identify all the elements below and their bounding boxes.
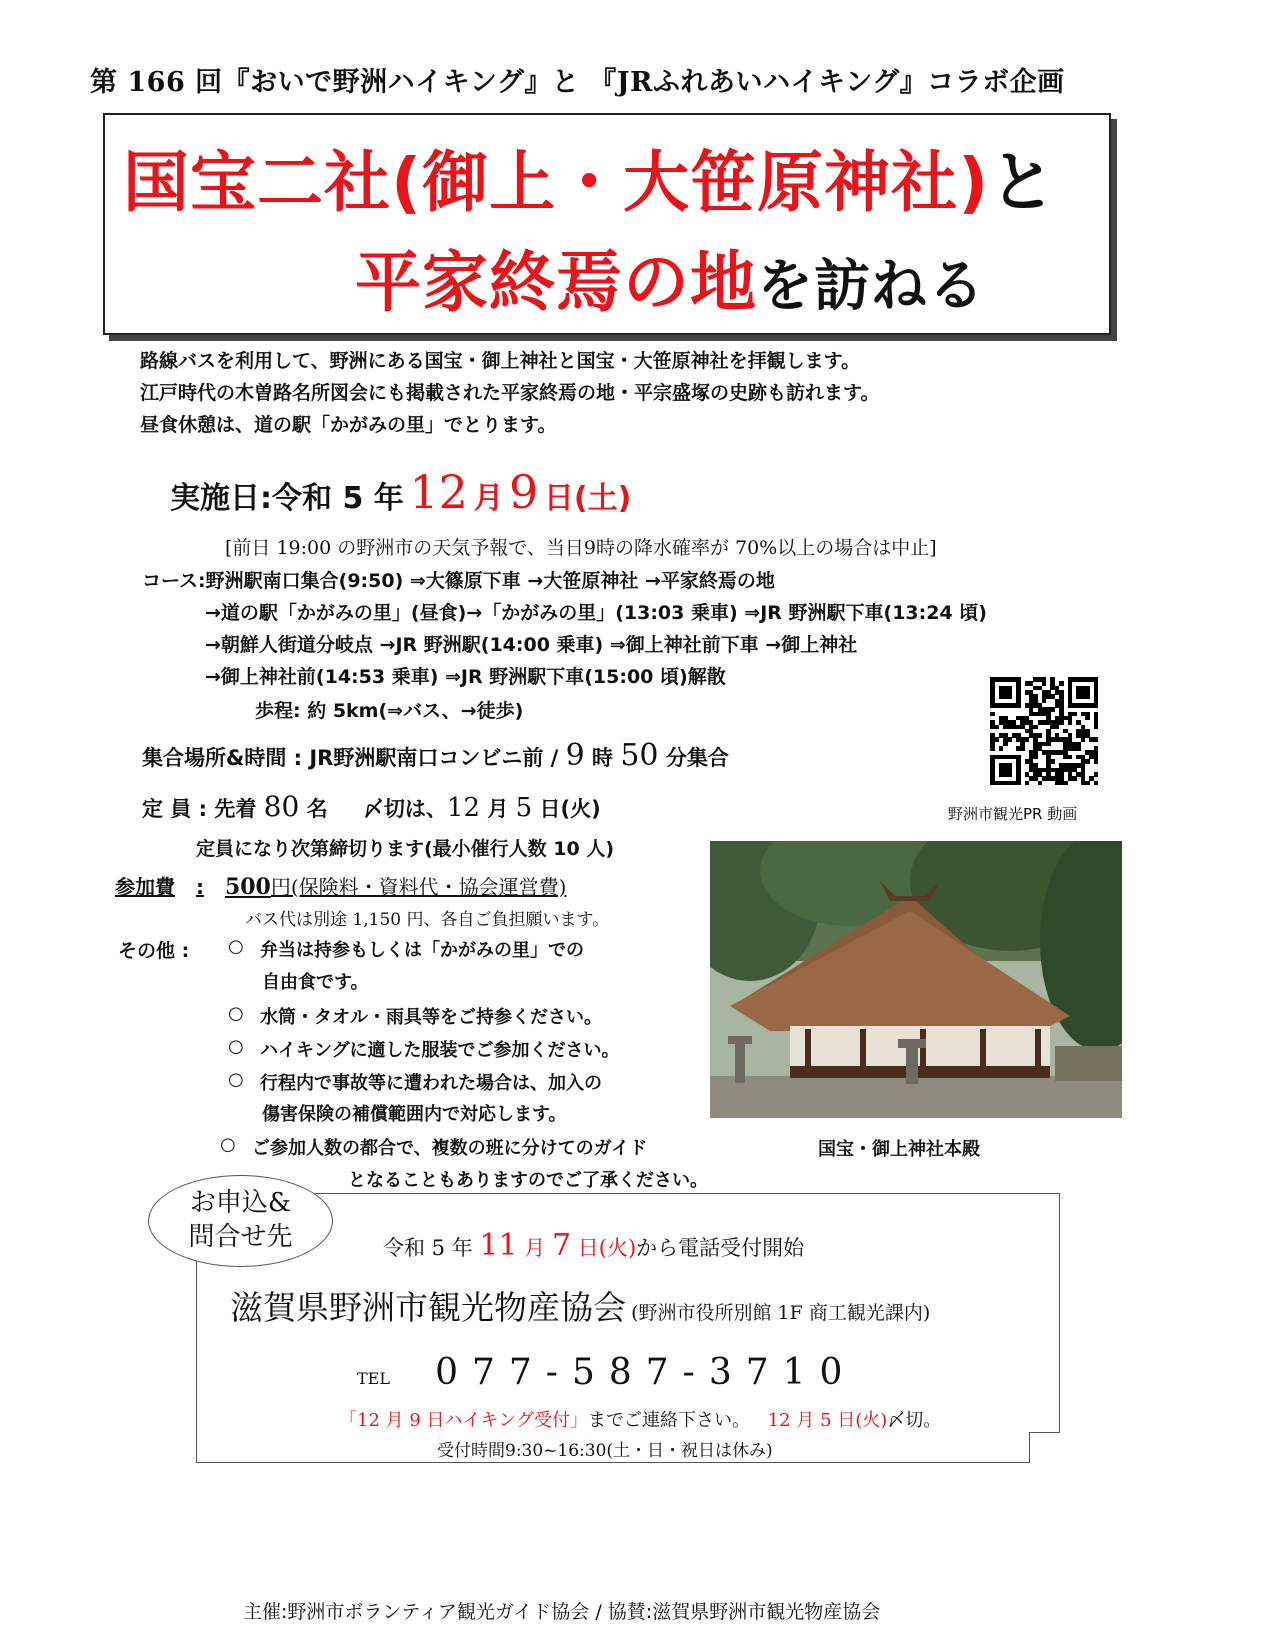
qr-module (1085, 694, 1090, 699)
course-line: →朝鮮人街道分岐点 →JR 野洲駅(14:00 乗車) ⇒御上神社前下車 →御上神社 (205, 634, 858, 656)
event-date-month-unit: 月 (473, 481, 504, 516)
other-item-text: 弁当は持参もしくは「かがみの里」での (260, 940, 584, 961)
event-date (170, 465, 631, 519)
fee-amount: 500 (224, 874, 271, 900)
intro-line: 江戸時代の木曽路名所図会にも掲載された平家終焉の地・平宗盛塚の史跡も訪れます。 (140, 382, 880, 404)
note-black-1: までご連絡下さい。 (587, 1410, 750, 1431)
course-line: →御上神社前(14:53 乗車) ⇒JR 野洲駅下車(15:00 頃)解散 (205, 666, 726, 688)
shrine-photo (710, 841, 1122, 1118)
qr-module (1081, 737, 1086, 742)
other-item-text: ハイキングに適した服装でご参加ください。 (260, 1040, 620, 1061)
other-bullet: ○ (220, 1134, 236, 1155)
qr-module (1042, 699, 1047, 704)
event-date-label: 実施日:令和 5 年 (170, 481, 404, 516)
qr-module (1007, 737, 1012, 742)
qr-module (1072, 776, 1077, 781)
phone-start-tail: から電話受付開始 (636, 1236, 805, 1260)
meeting-info (142, 738, 729, 773)
qr-module (1059, 720, 1064, 725)
meeting-minute: 50 (620, 738, 659, 773)
course-distance: 歩程: 約 5km(⇒バス、→徒歩) (255, 700, 524, 722)
phone-start-month: 11 (479, 1228, 518, 1263)
contact-badge (148, 1175, 333, 1267)
qr-module (990, 712, 995, 717)
qr-module (1007, 772, 1012, 777)
qr-module (1033, 725, 1038, 730)
capacity-unit: 名 (306, 797, 328, 821)
meeting-hour: 9 (565, 738, 585, 773)
other-bullet: ○ (228, 936, 244, 957)
phone-start-line (383, 1228, 804, 1263)
qr-module (1094, 737, 1099, 742)
deadline-day: 5 (515, 793, 533, 823)
other-item-text: 行程内で事故等に遭われた場合は、加入の (260, 1073, 602, 1094)
collab-title: 第 166 回『おいで野洲ハイキング』と 『JRふれあいハイキング』コラボ企画 (90, 67, 1065, 98)
other-bullet: ○ (228, 1069, 244, 1090)
qr-module (999, 746, 1004, 751)
intro-line: 昼食休憩は、道の駅「かがみの里」でとります。 (140, 414, 557, 436)
qr-module (1094, 703, 1099, 708)
headline-line-1 (123, 129, 1056, 224)
qr-code[interactable] (990, 677, 1098, 785)
headline-line-2-red: 平家終焉の地 (355, 244, 757, 321)
qr-module (1055, 725, 1060, 730)
headline-box (103, 113, 1111, 335)
qr-module (1085, 716, 1090, 721)
deadline-day-unit: 日(火) (539, 797, 601, 821)
headline-line-1-red: 国宝二社(御上・大笹原神社) (123, 144, 990, 221)
tel-label: TEL (357, 1369, 390, 1388)
capacity-number: 80 (263, 790, 300, 823)
badge-line-2: 問合せ先 (188, 1222, 293, 1252)
phone-start-suffix: 日(火) (577, 1236, 637, 1260)
telephone[interactable] (357, 1352, 856, 1393)
meeting-hour-unit: 時 (592, 746, 614, 770)
fee-detail: 円(保険料・資料代・協会運営費) (270, 875, 567, 899)
qr-module (1072, 712, 1077, 717)
note-black-2: 〆切。 (887, 1410, 942, 1431)
qr-module (1025, 781, 1030, 786)
meeting-label: 集合場所&時間 : JR野洲駅南口コンビニ前 / (142, 746, 559, 770)
organizer (230, 1282, 930, 1329)
qr-module (1085, 759, 1090, 764)
photo-caption: 国宝・御上神社本殿 (818, 1139, 980, 1160)
capacity-note: 定員になり次第締切ります(最小催行人数 10 人) (196, 838, 615, 860)
other-item-text: 傷害保険の補償範囲内で対応します。 (262, 1104, 567, 1125)
qr-module (1094, 759, 1099, 764)
other-item-text: 水筒・タオル・雨具等をご持参ください。 (260, 1007, 602, 1028)
headline-line-1-black: と (989, 144, 1057, 221)
event-date-month: 12 (409, 465, 468, 519)
qr-module (1063, 781, 1068, 786)
headline-line-2 (355, 229, 985, 324)
deadline-label: 〆切は、 (362, 797, 447, 821)
other-item-text: となることもありますのでご了承ください。 (348, 1170, 708, 1191)
capacity-info (142, 790, 601, 823)
qr-module (1050, 759, 1055, 764)
capacity-label: 定 員 : 先着 (142, 797, 257, 821)
phone-start-prefix: 令和 5 年 (383, 1236, 473, 1260)
qr-module (1003, 742, 1008, 747)
qr-module (1094, 725, 1099, 730)
qr-module (1033, 755, 1038, 760)
note-red-1: 「12 月 9 日ハイキング受付」 (339, 1410, 588, 1431)
qr-module (1038, 781, 1043, 786)
qr-module (1020, 746, 1025, 751)
bus-fare-note: バス代は別途 1,150 円、各自ご負担願います。 (245, 910, 610, 930)
fee-separator: : (195, 875, 204, 899)
note-red-2: 12 月 5 日(火) (767, 1410, 888, 1431)
other-bullet: ○ (228, 1003, 244, 1024)
application-note (339, 1406, 941, 1432)
fee-label: 参加費 (115, 875, 175, 899)
org-name: 滋賀県野洲市観光物産協会 (230, 1288, 626, 1327)
deadline-month-unit: 月 (487, 797, 509, 821)
footer-sponsors: 主催:野洲市ボランティア観光ガイド協会 / 協賛:滋賀県野洲市観光物産協会 (243, 1601, 881, 1623)
org-note: (野洲市役所別館 1F 商工観光課内) (631, 1302, 931, 1324)
reception-hours: 受付時間9:30~16:30(土・日・祝日は休み) (437, 1441, 773, 1461)
page-fold-corner (1029, 1432, 1060, 1463)
qr-module (1016, 703, 1021, 708)
qr-module (990, 746, 995, 751)
course-line: →道の駅「かがみの里」(昼食)→「かがみの里」(13:03 乗車) ⇒JR 野洲駅下車(13:24 頃) (205, 602, 987, 624)
qr-module (1038, 733, 1043, 738)
other-item-text: 自由食です。 (262, 972, 369, 993)
event-date-day-unit: 日(土) (543, 481, 632, 516)
qr-module (1059, 681, 1064, 686)
meeting-minute-unit: 分集合 (665, 746, 729, 770)
qr-module (1025, 737, 1030, 742)
course-line: コース:野洲駅南口集合(9:50) ⇒大篠原下車 →大笹原神社 →平家終焉の地 (142, 570, 775, 592)
other-bullet: ○ (228, 1036, 244, 1057)
qr-module (1068, 720, 1073, 725)
qr-module (1042, 681, 1047, 686)
qr-module (1016, 781, 1021, 786)
headline-line-2-black: を訪ねる (757, 254, 985, 319)
badge-line-1: お申込& (189, 1188, 292, 1218)
fee-info (115, 871, 566, 900)
qr-module (1085, 781, 1090, 786)
other-label: その他 : (118, 940, 190, 962)
qr-module (1007, 694, 1012, 699)
qr-module (1050, 707, 1055, 712)
event-date-day: 9 (509, 465, 539, 519)
phone-start-day: 7 (551, 1228, 572, 1263)
qr-module (1076, 746, 1081, 751)
qr-module (1094, 772, 1099, 777)
weather-note: [前日 19:00 の野洲市の天気予報で、当日9時の降水確率が 70%以上の場合は中止] (225, 537, 937, 559)
qr-module (1068, 755, 1073, 760)
phone-start-month-unit: 月 (524, 1236, 546, 1260)
qr-caption: 野洲市観光PR 動画 (948, 805, 1078, 823)
intro-line: 路線バスを利用して、野洲にある国宝・御上神社と国宝・大笹原神社を拝観します。 (140, 350, 861, 372)
qr-module (1046, 742, 1051, 747)
shrine-illustration (710, 841, 1122, 1118)
qr-module (1094, 781, 1099, 786)
deadline-month: 12 (446, 793, 481, 823)
qr-module (994, 725, 999, 730)
tel-number[interactable]: 077-587-3710 (435, 1352, 857, 1393)
other-item-text: ご参加人数の都合で、複数の班に分けてのガイド (252, 1138, 648, 1159)
qr-module (994, 737, 999, 742)
